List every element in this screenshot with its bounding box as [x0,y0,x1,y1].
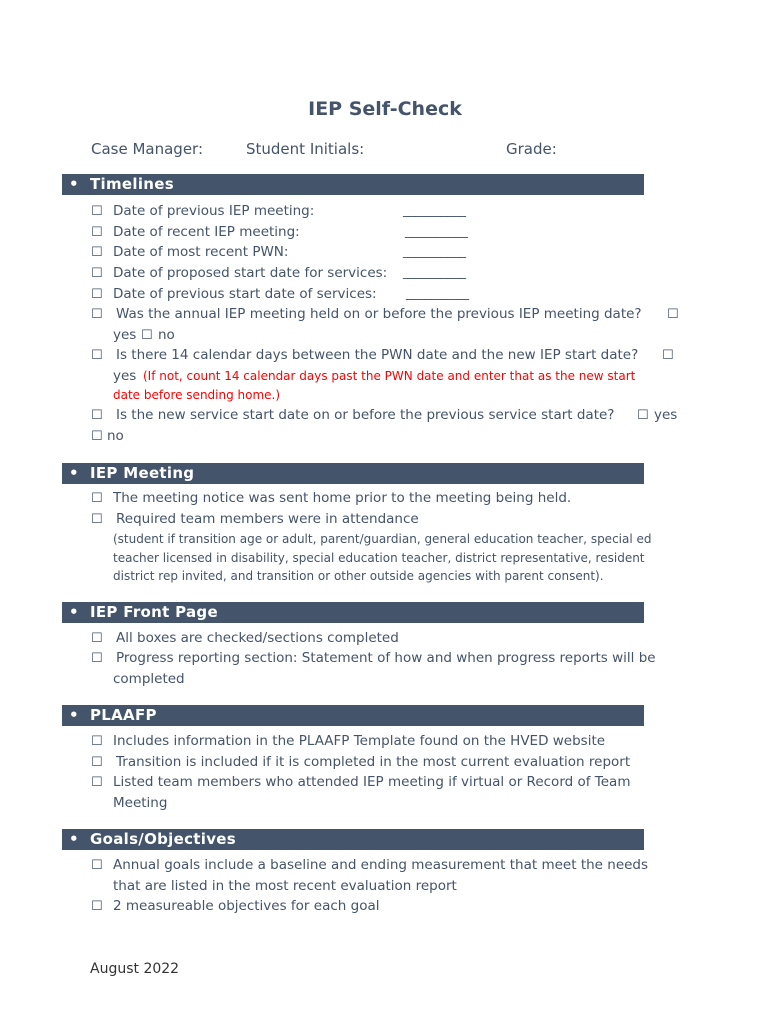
list-item: The meeting notice was sent home prior to the meeting being held. [113,490,572,506]
note-text: (student if transition age or adult, parent/guardian, general education teacher, special ed [113,532,652,546]
yes-checkbox-icon[interactable]: ☐ [637,408,649,423]
checkbox-icon[interactable]: ☐ [91,307,103,322]
section-header-goals [62,829,644,850]
list-item: Date of previous IEP meeting: [113,203,315,219]
checkbox-icon[interactable]: ☐ [91,287,103,302]
bullet-icon: • [69,603,79,621]
checkbox-icon[interactable]: ☐ [91,408,103,423]
page-title: IEP Self-Check [308,98,462,120]
list-item: Required team members were in attendance [116,511,419,527]
question-text: Was the annual IEP meeting held on or before the previous IEP meeting date? [116,306,642,322]
checkbox-icon[interactable]: ☐ [91,348,103,363]
question-text: Is the new service start date on or before the previous service start date? [116,407,615,423]
list-item: Date of proposed start date for services: [113,265,388,281]
section-header-plaafp [62,705,644,726]
grade-label: Grade: [506,140,557,158]
checkbox-icon[interactable]: ☐ [91,755,103,770]
note-text: district rep invited, and transition or other outside agencies with parent consent). [113,569,604,583]
no-checkbox-icon[interactable]: ☐ [91,429,103,444]
question-text: Is there 14 calendar days between the PWN date and the new IEP start date? [116,347,639,363]
list-item: 2 measureable objectives for each goal [113,898,380,914]
list-item: Date of recent IEP meeting: [113,224,300,240]
list-item: Date of most recent PWN: [113,244,289,260]
checkbox-icon[interactable]: ☐ [91,858,103,873]
bullet-icon: • [69,464,79,482]
section-header-iep-meeting [62,463,644,484]
checkbox-icon[interactable]: ☐ [91,651,103,666]
list-item: Listed team members who attended IEP meeting if virtual or Record of Team [113,774,631,790]
bullet-icon: • [69,706,79,724]
section-title: Timelines [90,175,174,193]
student-initials-label: Student Initials: [246,140,365,158]
section-header-timelines [62,174,644,195]
checkbox-icon[interactable]: ☐ [91,512,103,527]
date-blank: __________ [403,243,466,259]
checkbox-icon[interactable]: ☐ [91,225,103,240]
date-blank: __________ [406,285,469,301]
section-header-front-page [62,602,644,623]
section-title: IEP Front Page [90,603,218,621]
list-item: All boxes are checked/sections completed [116,630,399,646]
section-title: IEP Meeting [90,464,195,482]
list-item: Annual goals include a baseline and ending measurement that meet the needs [113,857,649,873]
list-item-continued: completed [113,671,185,687]
date-blank: __________ [403,202,466,218]
checkbox-icon[interactable]: ☐ [91,775,103,790]
no-label: no [107,428,124,444]
list-item: Date of previous start date of services: [113,286,377,302]
footer-date: August 2022 [90,961,180,977]
list-item-continued: that are listed in the most recent evaluation report [113,878,457,894]
case-manager-label: Case Manager: [91,140,204,158]
checkbox-icon[interactable]: ☐ [91,899,103,914]
list-item: Progress reporting section: Statement of how and when progress reports will be [116,650,656,666]
yes-checkbox-icon[interactable]: ☐ [667,307,679,322]
bullet-icon: • [69,830,79,848]
list-item: Transition is included if it is completed in the most current evaluation report [116,754,631,770]
list-item: Includes information in the PLAAFP Template found on the HVED website [113,733,606,749]
checkbox-icon[interactable]: ☐ [91,631,103,646]
section-title: Goals/Objectives [90,830,236,848]
yes-checkbox-icon[interactable]: ☐ [662,348,674,363]
no-label: no [158,327,175,343]
checkbox-icon[interactable]: ☐ [91,266,103,281]
checkbox-icon[interactable]: ☐ [91,491,103,506]
no-checkbox-icon[interactable]: ☐ [141,328,153,343]
date-blank: __________ [405,223,468,239]
date-blank: __________ [403,264,466,280]
warning-note: date before sending home.) [113,388,281,402]
yes-label: yes [654,407,678,423]
yes-label: yes [113,327,137,343]
warning-note: (If not, count 14 calendar days past the PWN date and enter that as the new start [143,369,636,383]
list-item-continued: Meeting [113,795,168,811]
section-title: PLAAFP [90,706,157,724]
checkbox-icon[interactable]: ☐ [91,245,103,260]
checkbox-icon[interactable]: ☐ [91,204,103,219]
note-text: teacher licensed in disability, special education teacher, district representative, resident [113,551,645,565]
checkbox-icon[interactable]: ☐ [91,734,103,749]
yes-label: yes [113,368,137,384]
bullet-icon: • [69,175,79,193]
